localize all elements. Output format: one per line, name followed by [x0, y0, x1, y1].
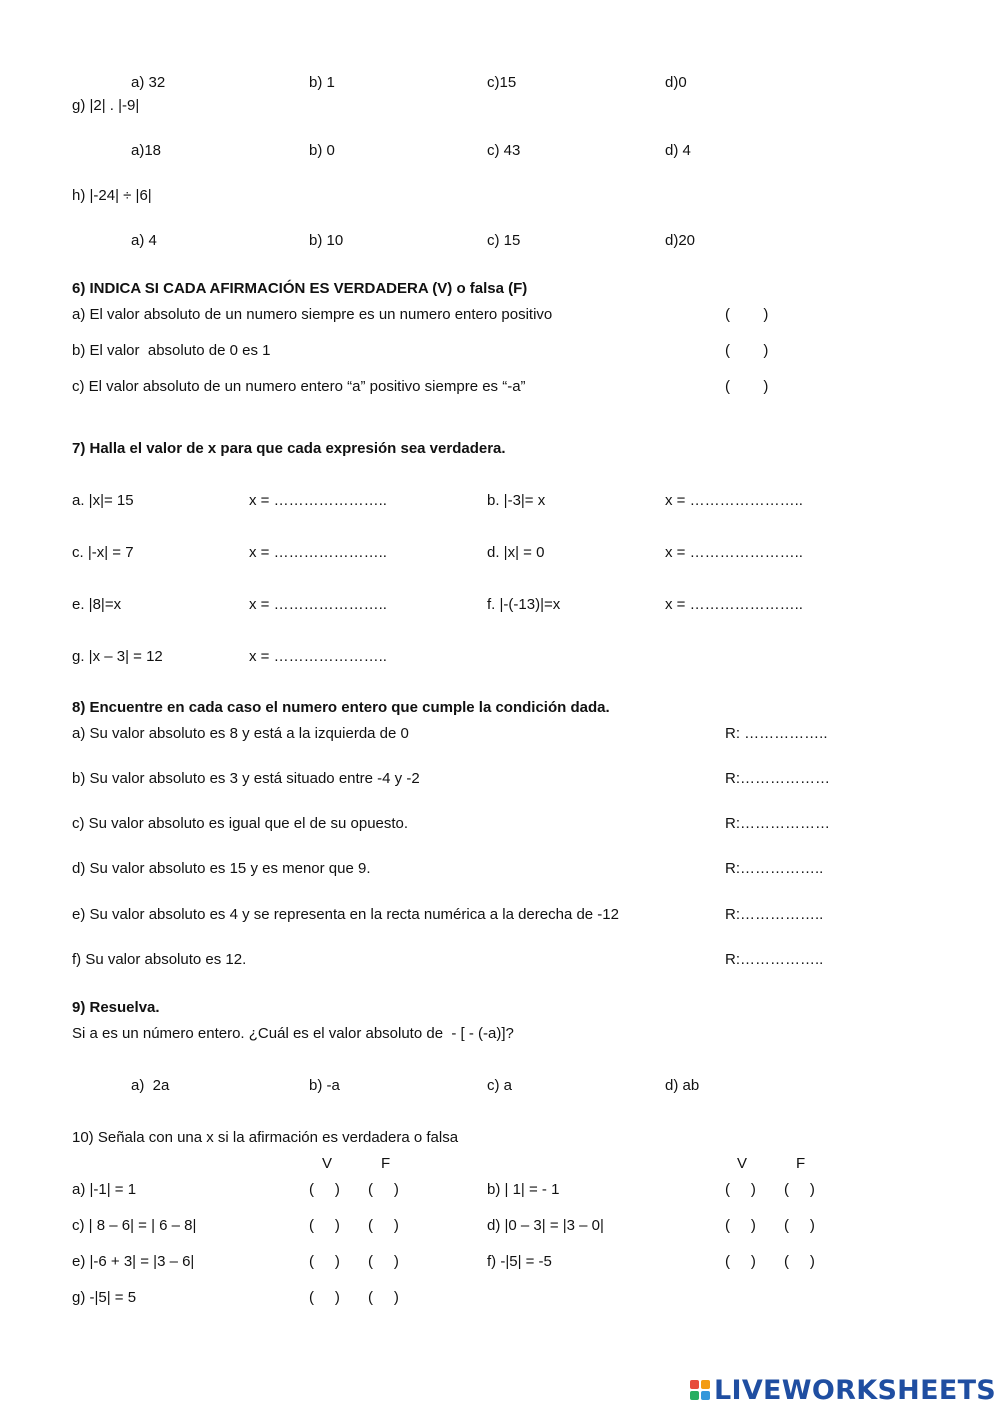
q5-h-option-d: d)20	[665, 232, 696, 249]
q10-c-v-box[interactable]: ( )	[309, 1217, 340, 1234]
q8-answer-e[interactable]: R:……………..	[725, 906, 824, 923]
q8-title: 8) Encuentre en cada caso el numero entero que cumple la condición dada.	[72, 699, 610, 716]
q7-item-d: d. |x| = 0	[487, 544, 545, 561]
q10-g-f-box[interactable]: ( )	[368, 1289, 399, 1306]
q8-answer-f[interactable]: R:……………..	[725, 951, 824, 968]
q5-g-question: g) |2| . |-9|	[72, 97, 140, 114]
q7-answer-c[interactable]: x = …………………..	[249, 544, 387, 561]
q8-answer-d[interactable]: R:……………..	[725, 860, 824, 877]
q8-answer-a[interactable]: R: ……………..	[725, 725, 828, 742]
q9-option-d[interactable]: d) ab	[665, 1077, 700, 1094]
q5-h-question: h) |-24| ÷ |6|	[72, 187, 152, 204]
liveworksheets-logo	[690, 1374, 996, 1406]
q9-question: Si a es un número entero. ¿Cuál es el valor absoluto de - [ - (-a)]?	[72, 1025, 514, 1042]
q6-answer-a[interactable]: ( )	[725, 306, 769, 323]
q8-item-c: c) Su valor absoluto es igual que el de su opuesto.	[72, 815, 409, 832]
q9-option-a[interactable]: a) 2a	[131, 1077, 170, 1094]
q10-a-v-box[interactable]: ( )	[309, 1181, 340, 1198]
q10-g-v-box[interactable]: ( )	[309, 1289, 340, 1306]
q6-answer-b[interactable]: ( )	[725, 342, 769, 359]
q10-e-v-box[interactable]: ( )	[309, 1253, 340, 1270]
q10-f-f-box[interactable]: ( )	[784, 1253, 815, 1270]
q5-g-option-a: a)18	[131, 142, 162, 159]
q8-item-e: e) Su valor absoluto es 4 y se representa en la recta numérica a la derecha de -12	[72, 906, 619, 923]
liveworksheets-logo-text: LIVEWORKSHEETS	[714, 1374, 997, 1406]
q10-header-v-right: V	[737, 1155, 748, 1172]
q7-answer-d[interactable]: x = …………………..	[665, 544, 803, 561]
logo-square-orange	[701, 1380, 710, 1389]
q8-item-f: f) Su valor absoluto es 12.	[72, 951, 247, 968]
q5-f-option-a: a) 32	[131, 74, 166, 91]
q10-d-f-box[interactable]: ( )	[784, 1217, 815, 1234]
q7-item-e: e. |8|=x	[72, 596, 122, 613]
q10-header-f-left: F	[381, 1155, 391, 1172]
q8-item-d: d) Su valor absoluto es 15 y es menor que 9.	[72, 860, 371, 877]
q9-option-b[interactable]: b) -a	[309, 1077, 340, 1094]
q8-answer-b[interactable]: R:………………	[725, 770, 830, 787]
q6-item-a: a) El valor absoluto de un numero siempre es un numero entero positivo	[72, 306, 553, 323]
q10-a-f-box[interactable]: ( )	[368, 1181, 399, 1198]
q7-answer-b[interactable]: x = …………………..	[665, 492, 803, 509]
q8-answer-c[interactable]: R:………………	[725, 815, 830, 832]
q5-h-option-c: c) 15	[487, 232, 521, 249]
q8-item-b: b) Su valor absoluto es 3 y está situado entre -4 y -2	[72, 770, 420, 787]
q6-title: 6) INDICA SI CADA AFIRMACIÓN ES VERDADERA (V) o falsa (F)	[72, 280, 528, 297]
q7-answer-a[interactable]: x = …………………..	[249, 492, 387, 509]
logo-square-blue	[701, 1391, 710, 1400]
q7-title: 7) Halla el valor de x para que cada expresión sea verdadera.	[72, 440, 506, 457]
q7-answer-e[interactable]: x = …………………..	[249, 596, 387, 613]
q10-header-f-right: F	[796, 1155, 806, 1172]
logo-square-green	[690, 1391, 699, 1400]
q10-c-f-box[interactable]: ( )	[368, 1217, 399, 1234]
liveworksheets-logo-icon	[690, 1380, 710, 1400]
q9-title: 9) Resuelva.	[72, 999, 160, 1016]
q5-g-option-c: c) 43	[487, 142, 521, 159]
q7-item-a: a. |x|= 15	[72, 492, 134, 509]
q5-f-option-b: b) 1	[309, 74, 335, 91]
q5-g-option-d: d) 4	[665, 142, 691, 159]
q5-f-option-d: d)0	[665, 74, 687, 91]
q7-answer-g[interactable]: x = …………………..	[249, 648, 387, 665]
q10-item-g: g) -|5| = 5	[72, 1289, 137, 1306]
q7-answer-f[interactable]: x = …………………..	[665, 596, 803, 613]
q10-item-f: f) -|5| = -5	[487, 1253, 552, 1270]
q10-e-f-box[interactable]: ( )	[368, 1253, 399, 1270]
q10-f-v-box[interactable]: ( )	[725, 1253, 756, 1270]
q7-item-b: b. |-3|= x	[487, 492, 546, 509]
q7-item-f: f. |-(-13)|=x	[487, 596, 561, 613]
q10-item-a: a) |-1| = 1	[72, 1181, 137, 1198]
logo-square-red	[690, 1380, 699, 1389]
q5-h-option-b: b) 10	[309, 232, 344, 249]
q6-answer-c[interactable]: ( )	[725, 378, 769, 395]
q10-d-v-box[interactable]: ( )	[725, 1217, 756, 1234]
q5-g-option-b: b) 0	[309, 142, 335, 159]
q10-b-f-box[interactable]: ( )	[784, 1181, 815, 1198]
q8-item-a: a) Su valor absoluto es 8 y está a la izquierda de 0	[72, 725, 409, 742]
q10-header-v-left: V	[322, 1155, 333, 1172]
q10-item-e: e) |-6 + 3| = |3 – 6|	[72, 1253, 195, 1270]
q10-item-c: c) | 8 – 6| = | 6 – 8|	[72, 1217, 197, 1234]
q6-item-b: b) El valor absoluto de 0 es 1	[72, 342, 271, 359]
q7-item-c: c. |-x| = 7	[72, 544, 134, 561]
q10-item-d: d) |0 – 3| = |3 – 0|	[487, 1217, 604, 1234]
q5-f-option-c: c)15	[487, 74, 517, 91]
q6-item-c: c) El valor absoluto de un numero entero “a” positivo siempre es “-a”	[72, 378, 526, 395]
q10-title: 10) Señala con una x si la afirmación es verdadera o falsa	[72, 1129, 459, 1146]
q10-b-v-box[interactable]: ( )	[725, 1181, 756, 1198]
q7-item-g: g. |x – 3| = 12	[72, 648, 163, 665]
q10-item-b: b) | 1| = - 1	[487, 1181, 560, 1198]
q9-option-c[interactable]: c) a	[487, 1077, 513, 1094]
q5-h-option-a: a) 4	[131, 232, 157, 249]
